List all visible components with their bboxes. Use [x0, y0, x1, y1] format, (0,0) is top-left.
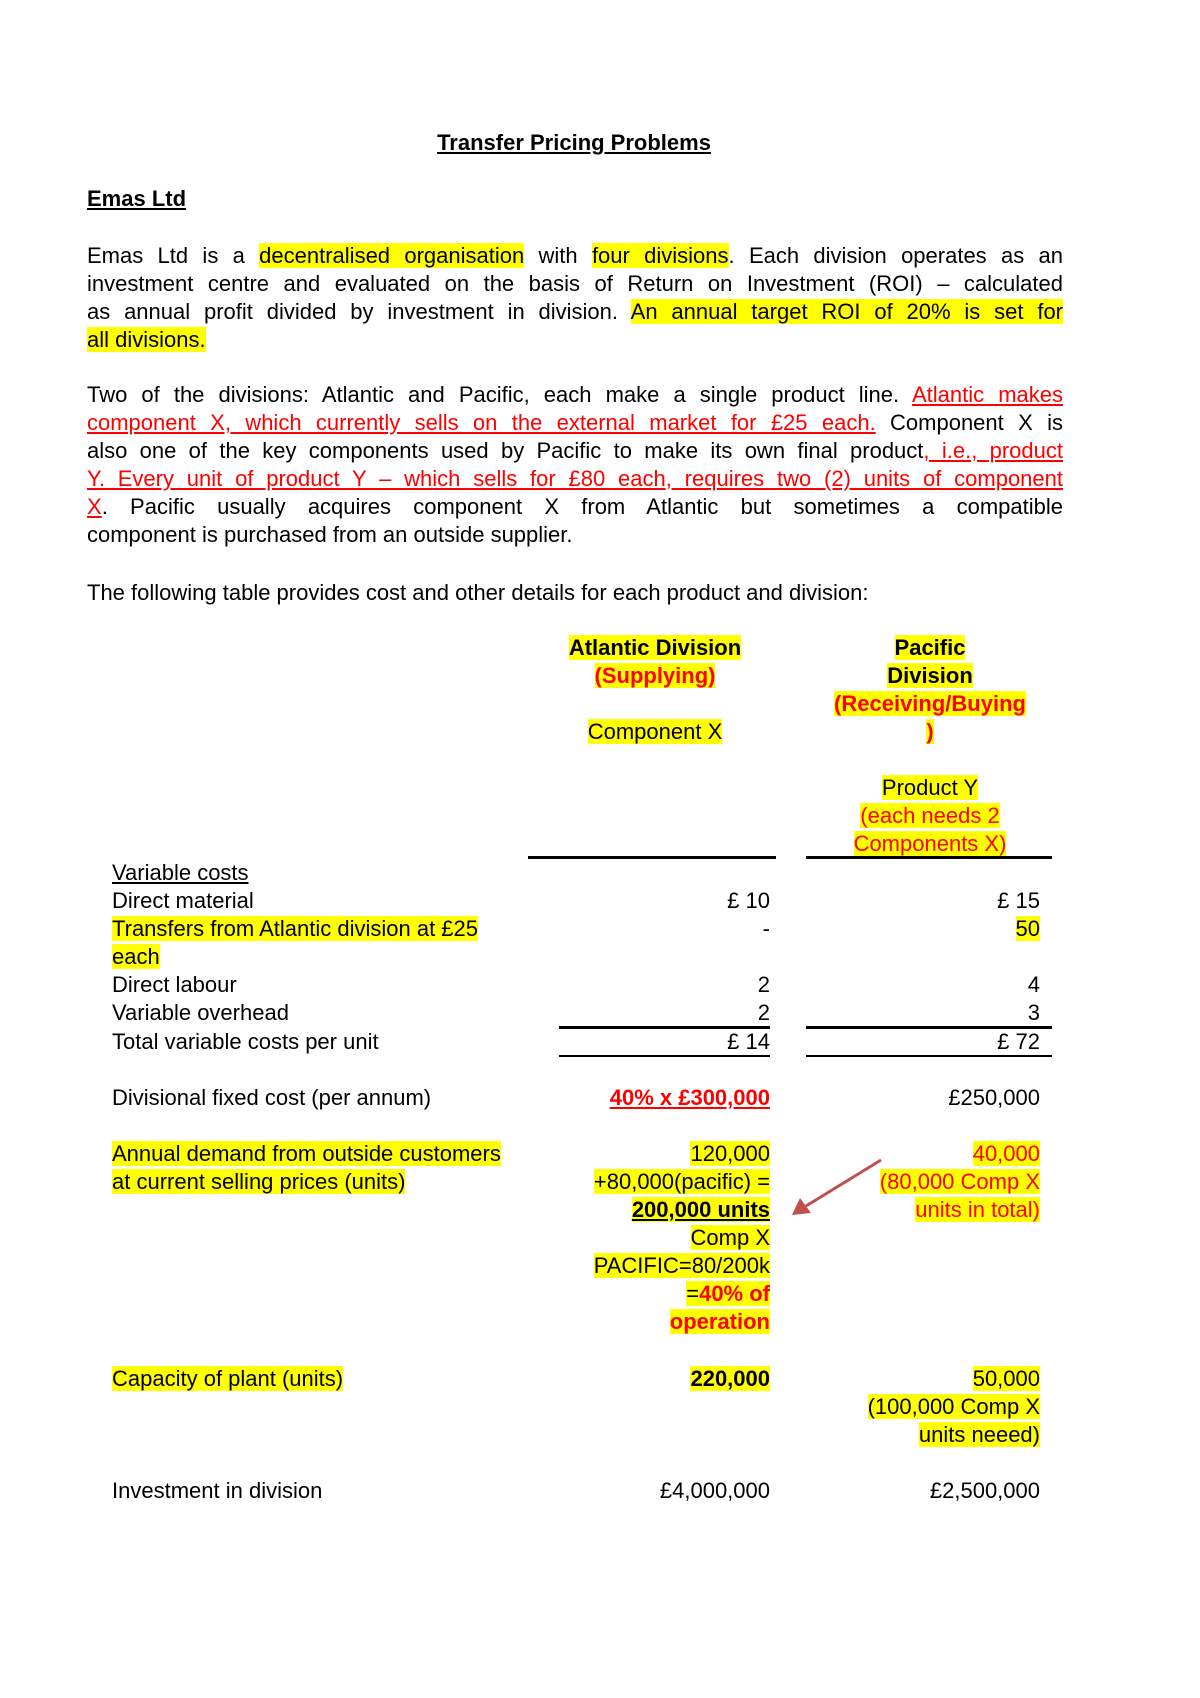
annual-demand-label-line2: at current selling prices (units): [112, 1169, 406, 1194]
company-heading: Emas Ltd: [87, 186, 187, 211]
pacific-capacity-units: 50,000: [972, 1366, 1040, 1391]
cell-atlantic-direct-labour: 2: [757, 972, 770, 997]
text-run: . Each division operates as an: [728, 243, 1064, 268]
cell-pacific-variable-overhead: 3: [1027, 1000, 1040, 1025]
text-run: X: [87, 494, 102, 519]
atlantic-demand-pacific: +80,000(pacific) =: [593, 1169, 770, 1194]
pacific-division-role-line1: (Receiving/Buying: [834, 691, 1026, 716]
cell-atlantic-variable-overhead: 2: [757, 1000, 770, 1025]
cell-pacific-fixed-cost: £250,000: [948, 1085, 1040, 1110]
cell-atlantic-direct-material: £ 10: [727, 888, 770, 913]
atlantic-demand-total: 200,000 units: [631, 1197, 770, 1222]
text-run: . Pacific usually acquires component X from Atlantic but sometimes a compatible: [101, 494, 1063, 519]
table-intro: The following table provides cost and other details for each product and division:: [87, 580, 869, 605]
text-run: Atlantic makes: [911, 382, 1063, 407]
pacific-capacity-comp-line2: units neeed): [918, 1422, 1040, 1447]
row-label-total-variable: Total variable costs per unit: [112, 1029, 379, 1054]
cell-pacific-transfers: 50: [1015, 916, 1040, 941]
text-run: component is purchased from an outside supplier.: [87, 522, 573, 547]
cell-pacific-investment: £2,500,000: [929, 1478, 1040, 1503]
text-run: An annual target ROI of 20% is set for: [630, 299, 1063, 324]
cell-pacific-capacity: [868, 1365, 1040, 1449]
transfers-label-line2: each: [112, 944, 160, 969]
text-run: decentralised organisation: [259, 243, 525, 268]
text-run: Emas Ltd is a: [87, 243, 260, 268]
pacific-demand-comp-line2: units in total): [915, 1197, 1040, 1222]
pacific-product-note-line2: Components X): [853, 831, 1007, 856]
atlantic-division-role: (Supplying): [594, 663, 716, 688]
text-run: component X, which currently sells on the external market for £25 each.: [87, 410, 876, 435]
text-run: with: [524, 243, 592, 268]
row-label-variable-overhead: Variable overhead: [112, 1000, 289, 1025]
pacific-division-name-line2: Division: [887, 663, 973, 688]
pacific-product-note-line1: (each needs 2: [860, 803, 1000, 828]
atlantic-demand-note-ratio: PACIFIC=80/200k: [593, 1253, 770, 1278]
cell-pacific-direct-labour: 4: [1027, 972, 1040, 997]
atlantic-demand-note-equals: =: [686, 1281, 700, 1306]
text-run: Y. Every unit of product Y – which sells for £80 each, requires two (2) units of component: [87, 466, 1063, 491]
atlantic-division-name: Atlantic Division: [568, 635, 742, 660]
text-run: Two of the divisions: Atlantic and Pacific, each make a single product line.: [87, 382, 912, 407]
text-run: as annual profit divided by investment in division.: [87, 299, 631, 324]
cell-atlantic-transfers: -: [762, 916, 770, 941]
row-label-investment: Investment in division: [112, 1478, 323, 1503]
cell-atlantic-capacity: 220,000: [690, 1366, 770, 1391]
document-title: Transfer Pricing Problems: [437, 130, 711, 155]
row-label-direct-material: Direct material: [112, 888, 254, 913]
text-run: investment centre and evaluated on the basis of Return on Investment (ROI) – calculated: [87, 271, 1063, 296]
row-label-direct-labour: Direct labour: [112, 972, 237, 997]
pacific-demand-units: 40,000: [972, 1141, 1040, 1166]
cell-atlantic-total-variable: £ 14: [727, 1029, 770, 1054]
atlantic-demand-note-percent: 40% of: [699, 1281, 770, 1306]
pacific-product: Product Y: [881, 775, 979, 800]
cell-atlantic-investment: £4,000,000: [659, 1478, 770, 1503]
section-label-variable-costs: Variable costs: [112, 860, 249, 885]
pacific-division-name-line1: Pacific: [894, 635, 966, 660]
text-run: , i.e., product: [923, 438, 1063, 463]
cell-pacific-total-variable: £ 72: [997, 1029, 1040, 1054]
row-label-fixed-cost: Divisional fixed cost (per annum): [112, 1085, 432, 1110]
atlantic-demand-note-comp: Comp X: [690, 1225, 770, 1250]
pacific-demand-comp-line1: (80,000 Comp X: [879, 1169, 1040, 1194]
atlantic-demand-external: 120,000: [690, 1141, 770, 1166]
pacific-capacity-comp-line1: (100,000 Comp X: [867, 1394, 1040, 1419]
transfers-label-line1: Transfers from Atlantic division at £25: [112, 916, 479, 941]
pacific-division-role-line2: ): [926, 719, 934, 744]
text-run: Component X is: [875, 410, 1063, 435]
row-label-capacity: Capacity of plant (units): [112, 1366, 344, 1391]
atlantic-product: Component X: [587, 719, 723, 744]
annual-demand-label-line1: Annual demand from outside customers: [112, 1141, 501, 1166]
cell-atlantic-fixed-cost: 40% x £300,000: [609, 1085, 770, 1110]
cell-pacific-direct-material: £ 15: [997, 888, 1040, 913]
text-run: four divisions: [591, 243, 729, 268]
text-run: all divisions.: [87, 327, 206, 352]
atlantic-demand-note-operation: operation: [669, 1309, 770, 1334]
text-run: also one of the key components used by Pacific to make its own final product: [87, 438, 924, 463]
